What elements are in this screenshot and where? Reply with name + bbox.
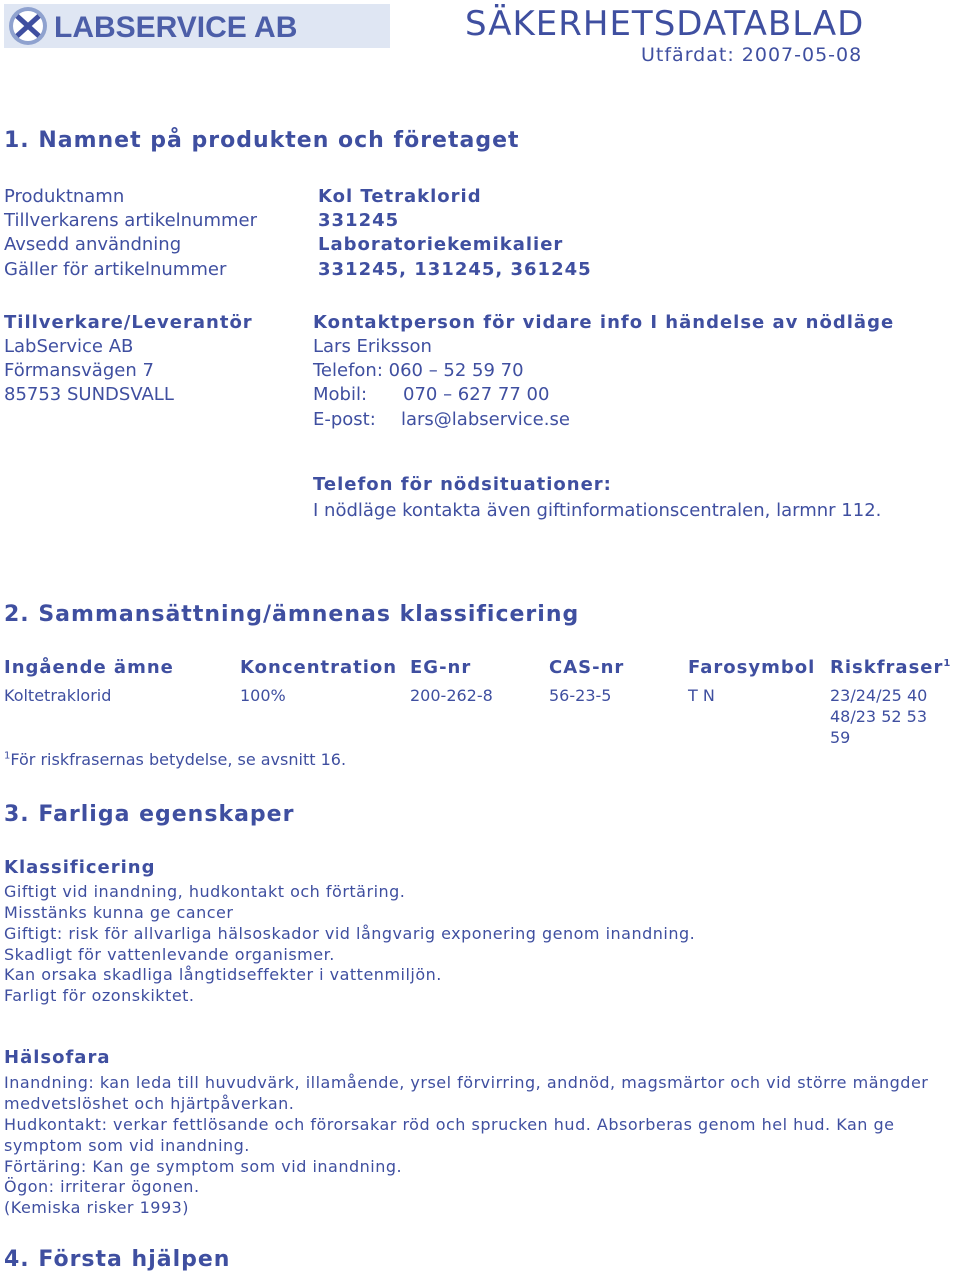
footnote-sup: 1 bbox=[4, 750, 11, 762]
field-label-product-name: Produktnamn bbox=[4, 186, 125, 207]
health-hazard-line: Hudkontakt: verkar fettlösande och förorsakar röd och sprucken hud. Absorberas genom hel hud. Kan ge bbox=[4, 1115, 895, 1134]
section-2-heading: 2. Sammansättning/ämnenas klassificering bbox=[4, 602, 580, 627]
classification-line: Farligt för ozonskiktet. bbox=[4, 986, 195, 1005]
document-title: SÄKERHETSDATABLAD bbox=[465, 4, 865, 44]
issued-date-line bbox=[641, 44, 862, 66]
health-hazard-heading: Hälsofara bbox=[4, 1047, 111, 1068]
classification-heading: Klassificering bbox=[4, 857, 156, 878]
issued-date: 2007-05-08 bbox=[741, 44, 863, 66]
row-substance: Koltetraklorid bbox=[4, 686, 112, 705]
contact-email[interactable]: lars@labservice.se bbox=[401, 409, 570, 430]
row-eg-nr: 200-262-8 bbox=[410, 686, 493, 705]
row-risk-line-3: 59 bbox=[830, 728, 851, 747]
health-hazard-line: Ögon: irriterar ögonen. bbox=[4, 1177, 200, 1196]
field-value-manufacturer-article: 331245 bbox=[318, 210, 400, 231]
health-hazard-line: symptom som vid inandning. bbox=[4, 1136, 250, 1155]
row-risk-line-1: 23/24/25 40 bbox=[830, 686, 928, 705]
footnote bbox=[4, 750, 346, 769]
supplier-heading: Tillverkare/Leverantör bbox=[4, 312, 253, 333]
contact-mobile-label: Mobil: bbox=[313, 384, 368, 405]
risk-phrases-sup: 1 bbox=[943, 658, 952, 669]
field-value-intended-use: Laboratoriekemikalier bbox=[318, 234, 564, 255]
health-hazard-line: (Kemiska risker 1993) bbox=[4, 1198, 190, 1217]
col-header-risk-phrases bbox=[830, 657, 951, 678]
health-hazard-line: Inandning: kan leda till huvudvärk, illamående, yrsel förvirring, andnöd, magsmärtor och vid större mängder bbox=[4, 1073, 929, 1092]
issued-label: Utfärdat: bbox=[641, 44, 735, 66]
health-hazard-line: Förtäring: Kan ge symptom som vid inandning. bbox=[4, 1157, 403, 1176]
classification-line: Kan orsaka skadliga långtidseffekter i vattenmiljön. bbox=[4, 965, 442, 984]
classification-line: Skadligt för vattenlevande organismer. bbox=[4, 945, 335, 964]
col-header-hazard-symbol: Farosymbol bbox=[688, 657, 816, 678]
supplier-city: 85753 SUNDSVALL bbox=[4, 384, 174, 405]
footnote-text: För riskfrasernas betydelse, se avsnitt 16. bbox=[10, 750, 347, 769]
section-3-heading: 3. Farliga egenskaper bbox=[4, 802, 295, 827]
emergency-heading: Telefon för nödsituationer: bbox=[313, 474, 612, 495]
row-concentration: 100% bbox=[240, 686, 286, 705]
contact-name: Lars Eriksson bbox=[313, 336, 432, 357]
row-hazard-symbol: T N bbox=[688, 686, 715, 705]
section-4-heading: 4. Första hjälpen bbox=[4, 1247, 231, 1272]
field-value-applies-to: 331245, 131245, 361245 bbox=[318, 259, 592, 280]
row-risk-line-2: 48/23 52 53 bbox=[830, 707, 927, 726]
supplier-name: LabService AB bbox=[4, 336, 134, 357]
row-cas-nr: 56-23-5 bbox=[549, 686, 612, 705]
col-header-cas-nr: CAS-nr bbox=[549, 657, 625, 678]
section-1-heading: 1. Namnet på produkten och företaget bbox=[4, 128, 520, 153]
logo-text: LABSERVICE AB bbox=[54, 11, 298, 44]
col-header-eg-nr: EG-nr bbox=[410, 657, 472, 678]
contact-phone: Telefon: 060 – 52 59 70 bbox=[313, 360, 524, 381]
contact-mobile: 070 – 627 77 00 bbox=[403, 384, 550, 405]
contact-email-label: E-post: bbox=[313, 409, 376, 430]
field-label-intended-use: Avsedd användning bbox=[4, 234, 182, 255]
company-logo bbox=[4, 4, 390, 48]
field-label-applies-to: Gäller för artikelnummer bbox=[4, 259, 227, 280]
classification-line: Misstänks kunna ge cancer bbox=[4, 903, 234, 922]
contact-heading: Kontaktperson för vidare info I händelse av nödläge bbox=[313, 312, 895, 333]
classification-line: Giftigt: risk för allvarliga hälsoskador vid långvarig exponering genom inandning. bbox=[4, 924, 696, 943]
field-label-manufacturer-article: Tillverkarens artikelnummer bbox=[4, 210, 258, 231]
supplier-address: Förmansvägen 7 bbox=[4, 360, 154, 381]
emergency-text: I nödläge kontakta även giftinformationscentralen, larmnr 112. bbox=[313, 500, 882, 521]
classification-line: Giftigt vid inandning, hudkontakt och förtäring. bbox=[4, 882, 406, 901]
col-header-concentration: Koncentration bbox=[240, 657, 398, 678]
field-value-product-name: Kol Tetraklorid bbox=[318, 186, 482, 207]
risk-phrases-label: Riskfraser bbox=[830, 657, 944, 678]
col-header-substance: Ingående ämne bbox=[4, 657, 174, 678]
health-hazard-line: medvetslöshet och hjärtpåverkan. bbox=[4, 1094, 295, 1113]
